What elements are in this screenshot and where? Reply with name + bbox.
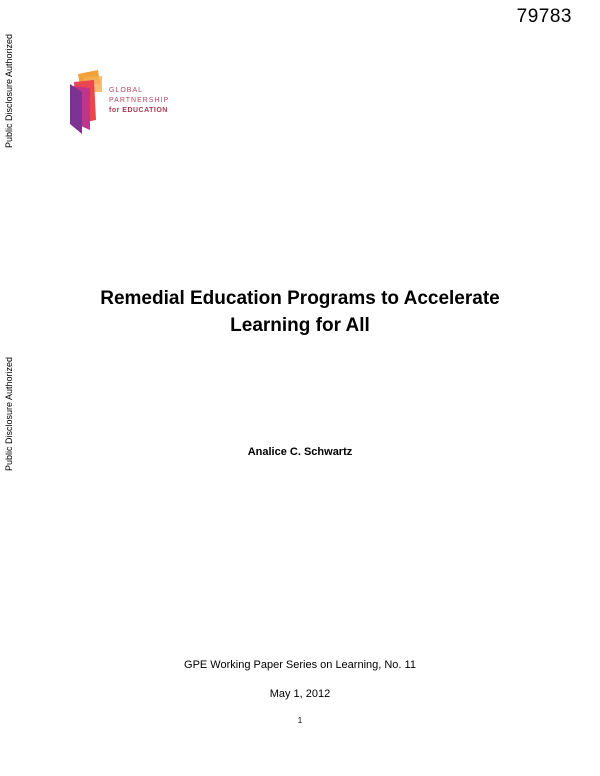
page-number: 1 xyxy=(297,716,303,725)
gpe-logo xyxy=(68,70,178,134)
title-line-2: Learning for All xyxy=(230,315,370,336)
document-title xyxy=(0,285,600,339)
logo-line-2: PARTNERSHIP xyxy=(109,97,170,104)
disclosure-label-middle: Public Disclosure Authorized xyxy=(4,356,14,471)
logo-line-3: for EDUCATION xyxy=(109,107,168,114)
disclosure-label-top: Public Disclosure Authorized xyxy=(4,33,14,148)
title-line-1: Remedial Education Programs to Accelerate xyxy=(100,288,500,309)
author-name: Analice C. Schwartz xyxy=(247,446,353,458)
publication-date: May 1, 2012 xyxy=(269,688,331,700)
logo-line-1: GLOBAL xyxy=(109,87,144,94)
logo-wordmark xyxy=(109,86,169,116)
series-name: GPE Working Paper Series on Learning, No. 11 xyxy=(184,659,416,671)
book-logo-icon xyxy=(68,70,108,134)
report-number: 79783 xyxy=(516,6,572,27)
